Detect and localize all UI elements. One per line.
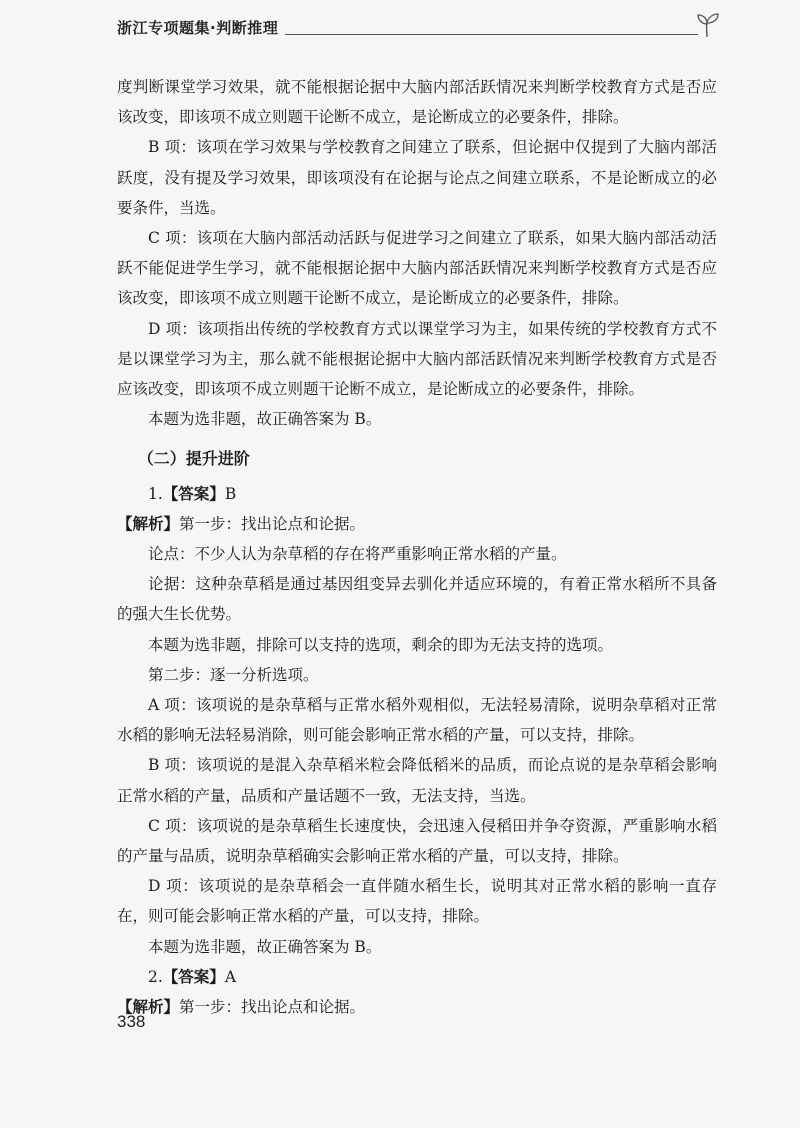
answer-tag: 【答案】 (162, 484, 225, 503)
paragraph: D 项：该项说的是杂草稻会一直伴随水稻生长，说明其对正常水稻的影响一直存在，则可能会影响正常水稻的产量，可以支持，排除。 (117, 877, 717, 926)
question-number: 1. (148, 484, 163, 503)
answer-value: A (224, 967, 237, 986)
analysis-tag: 【解析】 (117, 514, 180, 533)
paragraph: D 项：该项指出传统的学校教育方式以课堂学习为主，如果传统的学校教育方式不是以课堂学习为主，那么就不能根据论据中大脑内部活跃情况来判断学校教育方式是否应该改变，即该项不成立则题干论断不成立，是论断成立的必要条件，排除。 (117, 319, 717, 399)
analysis-text: 第一步：找出论点和论据。 (179, 998, 366, 1017)
sprout-icon (692, 9, 722, 39)
question-number: 2. (148, 967, 163, 986)
analysis-text: 第一步：找出论点和论据。 (179, 514, 366, 533)
analysis-tag: 【解析】 (117, 998, 180, 1017)
paragraph: 度判断课堂学习效果，就不能根据论据中大脑内部活跃情况来判断学校教育方式是否应该改变，即该项不成立则题干论断不成立，是论断成立的必要条件，排除。 (117, 78, 717, 127)
section-heading: （二）提升进阶 (137, 449, 250, 469)
header-rule (285, 34, 698, 35)
paragraph: 第二步：逐一分析选项。 (148, 665, 319, 684)
answer-line (117, 479, 717, 509)
paragraph: 论据：这种杂草稻是通过基因组变异去驯化并适应环境的，有着正常水稻所不具备的强大生长优势。 (117, 575, 717, 624)
page-body (117, 72, 717, 1022)
paragraph: B 项：该项说的是混入杂草稻米粒会降低稻米的品质，而论点说的是杂草稻会影响正常水稻的产量，品质和产量话题不一致，无法支持，当选。 (117, 756, 717, 805)
paragraph: C 项：该项说的是杂草稻生长速度快，会迅速入侵稻田并争夺资源，严重影响水稻的产量与品质，说明杂草稻确实会影响正常水稻的产量，可以支持，排除。 (117, 816, 717, 866)
paragraph: B 项：该项在学习效果与学校教育之间建立了联系，但论据中仅提到了大脑内部活跃度，没有提及学习效果，即该项没有在论据与论点之间建立联系，不是论断成立的必要条件，当选。 (117, 138, 717, 217)
running-header: 浙江专项题集·判断推理 (117, 19, 279, 37)
answer-value: B (224, 484, 237, 503)
paragraph: 论点：不少人认为杂草稻的存在将严重影响正常水稻的产量。 (148, 545, 567, 564)
paragraph: 本题为选非题，排除可以支持的选项，剩余的即为无法支持的选项。 (148, 635, 614, 654)
paragraph: C 项：该项在大脑内部活动活跃与促进学习之间建立了联系，如果大脑内部活动活跃不能促进学生学习，就不能根据论据中大脑内部活跃情况来判断学校教育方式是否应该改变，即该项不成立则题干论断不成立，是论断成立的必要条件，排除。 (117, 229, 717, 308)
paragraph: A 项：该项说的是杂草稻与正常水稻外观相似，无法轻易清除，说明杂草稻对正常水稻的影响无法轻易消除，则可能会影响正常水稻的产量，可以支持，排除。 (117, 696, 717, 745)
answer-tag: 【答案】 (162, 967, 225, 986)
page-number: 338 (117, 1012, 146, 1031)
paragraph: 本题为选非题，故正确答案为 B。 (148, 937, 382, 956)
analysis-line (117, 992, 717, 1022)
analysis-line (117, 509, 717, 539)
paragraph: 本题为选非题，故正确答案为 B。 (148, 410, 382, 429)
answer-line (117, 962, 717, 992)
